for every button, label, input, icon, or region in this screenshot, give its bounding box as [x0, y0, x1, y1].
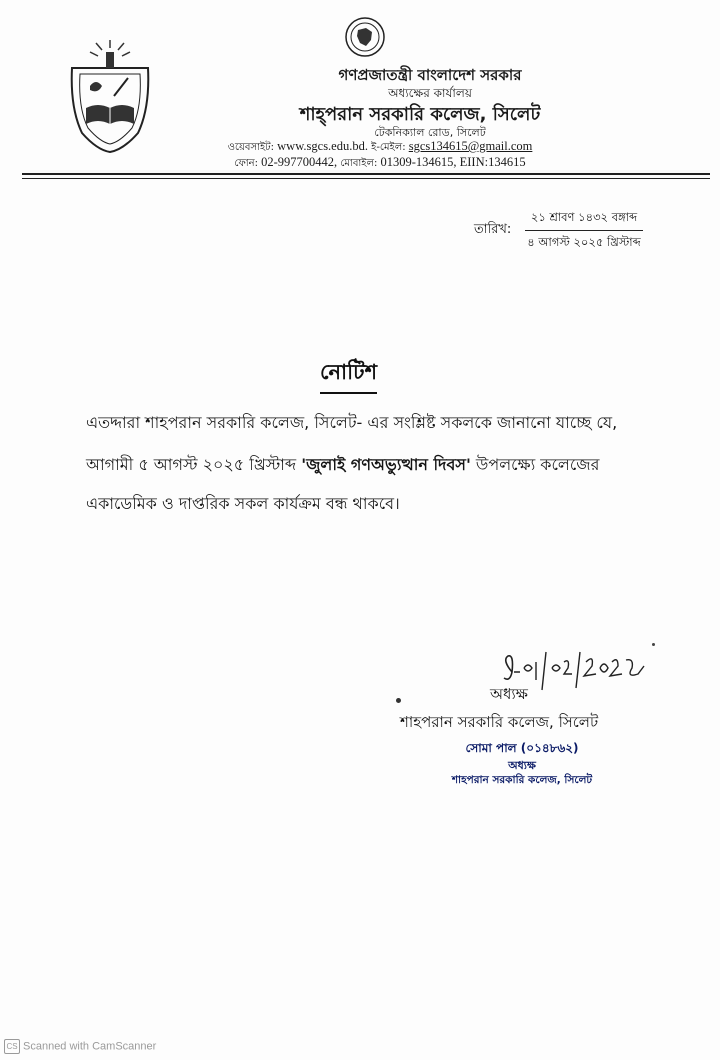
- scanner-text: Scanned with CamScanner: [23, 1040, 157, 1053]
- website-link[interactable]: www.sgcs.edu.bd.: [277, 139, 368, 153]
- stamp-name: সোমা পাল (০১৪৮৬২): [465, 741, 579, 755]
- email-label: ই-মেইল:: [371, 142, 406, 153]
- camscanner-icon: CS: [4, 1039, 20, 1054]
- government-emblem: [344, 16, 386, 58]
- header-divider: [22, 173, 710, 175]
- mobile-label: মোবাইল:: [340, 158, 378, 169]
- mobile-number: 01309-134615,: [380, 155, 457, 169]
- college-address: টেকনিক্যাল রোড, সিলেট: [374, 126, 486, 139]
- date-bangla: ২১ শ্রাবণ ১৪৩২ বঙ্গাব্দ: [525, 209, 643, 231]
- email-link[interactable]: sgcs134615@gmail.com: [408, 139, 533, 153]
- notice-line-3: একাডেমিক ও দাপ্তরিক সকল কার্যক্রম বন্ধ থাকবে।: [86, 494, 400, 513]
- website-label: ওয়েবসাইট:: [227, 142, 275, 153]
- scanner-watermark: [4, 1039, 156, 1054]
- stamp-title: অধ্যক্ষ: [508, 759, 536, 772]
- eiin-number: EIIN:134615: [459, 155, 526, 169]
- office-name: অধ্যক্ষের কার্যালয়: [388, 86, 472, 100]
- ink-dot-small: [396, 698, 401, 703]
- signatory-college: শাহপরান সরকারি কলেজ, সিলেট: [400, 713, 599, 731]
- contact-phone: [150, 155, 610, 173]
- notice-event-name: 'জুলাই গণঅভ্যুত্থান দিবস': [301, 455, 471, 474]
- notice-title: নোটিশ: [320, 356, 377, 394]
- ink-dot: [652, 643, 655, 646]
- notice-line-2: [86, 452, 646, 479]
- phone-number: 02-997700442,: [261, 155, 338, 169]
- college-name: শাহ্‌পরান সরকারি কলেজ, সিলেট: [299, 104, 541, 125]
- date-english: ৪ আগস্ট ২০২৫ খ্রিস্টাব্দ: [527, 235, 641, 249]
- stamp-college: শাহপরান সরকারি কলেজ, সিলেট: [451, 774, 593, 786]
- signatory-title: অধ্যক্ষ: [490, 685, 528, 703]
- notice-line-2-post: উপলক্ষ্যে কলেজের: [470, 455, 600, 474]
- phone-label: ফোন:: [234, 158, 259, 169]
- notice-line-1: এতদ্দারা শাহপরান সরকারি কলেজ, সিলেট- এর সংশ্লিষ্ট সকলকে জানানো যাচ্ছে যে,: [86, 413, 618, 432]
- date-label: তারিখ:: [474, 222, 512, 237]
- college-logo: [62, 38, 158, 156]
- govt-name: গণপ্রজাতন্ত্রী বাংলাদেশ সরকার: [338, 66, 522, 84]
- notice-line-2-pre: আগামী ৫ আগস্ট ২০২৫ খ্রিস্টাব্দ: [86, 455, 302, 474]
- header-divider-thin: [22, 178, 710, 179]
